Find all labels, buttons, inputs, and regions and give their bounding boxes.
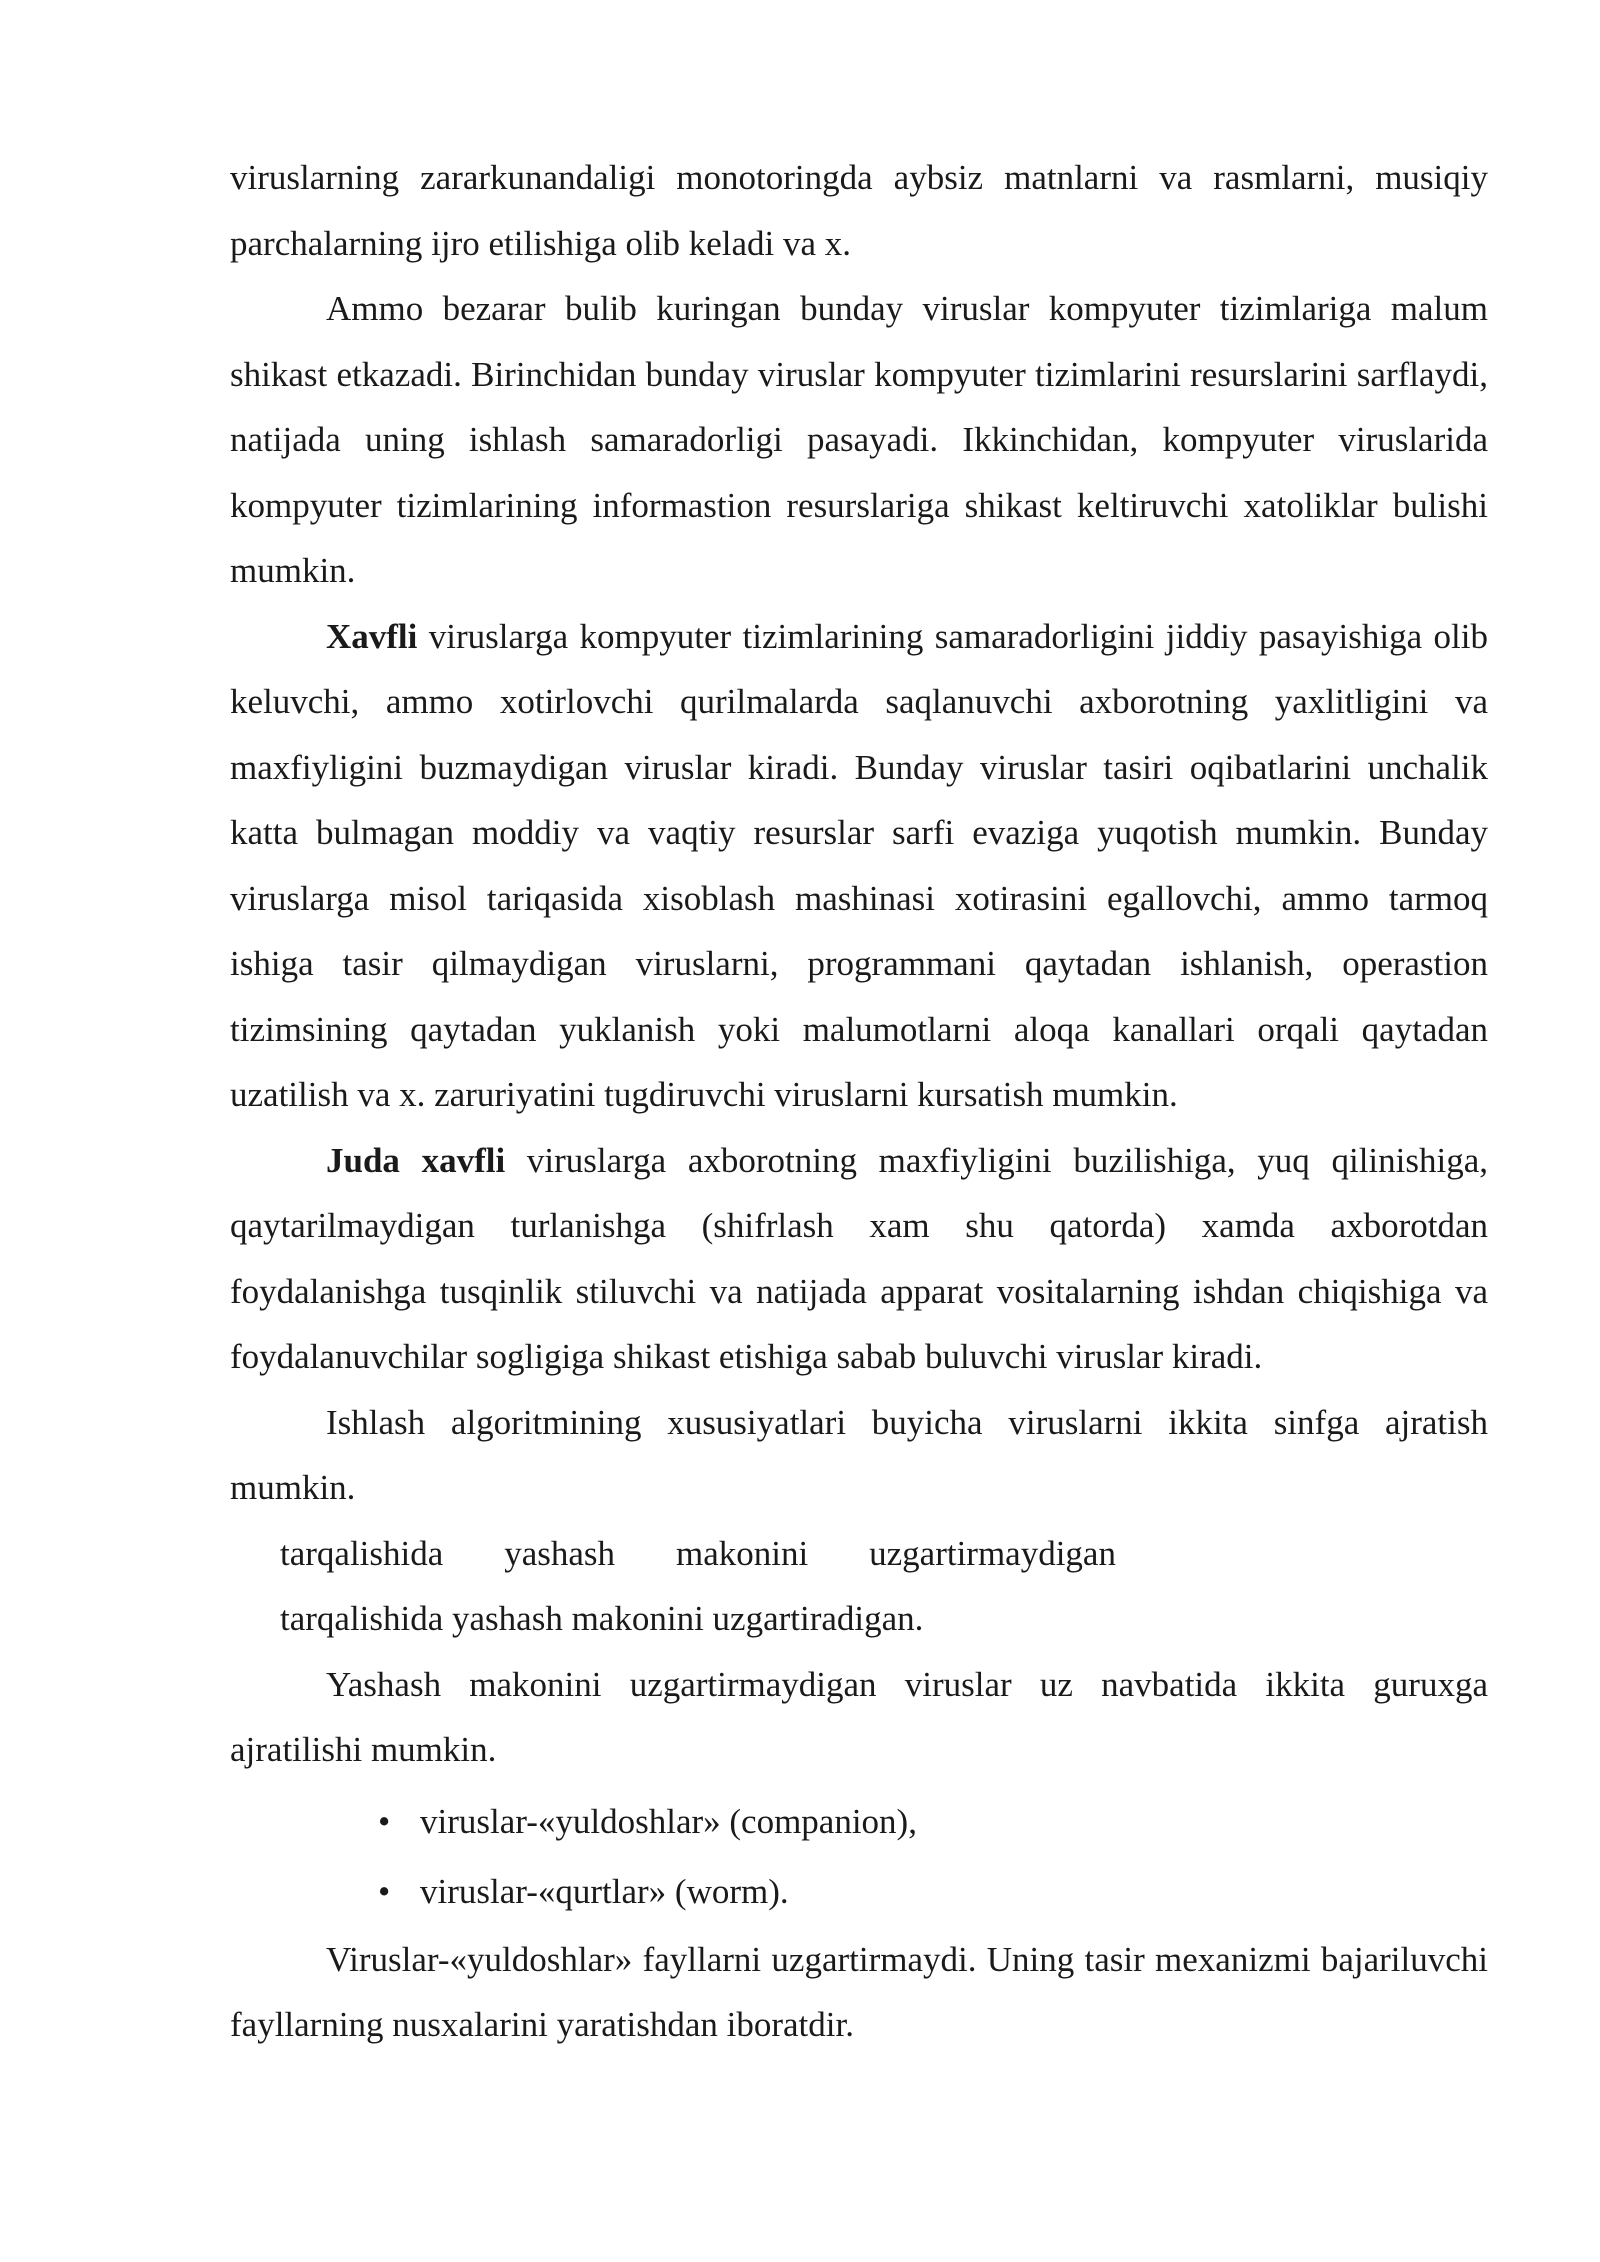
list-item-text: viruslar-«yuldoshlar» (companion), — [420, 1801, 917, 1841]
list-item-text: viruslar-«qurtlar» (worm). — [420, 1871, 789, 1911]
paragraph-companion: Viruslar-«yuldoshlar» fayllarni uzgartirmaydi. Uning tasir mexanizmi bajariluvchi fayllarning nusxalarini yaratishdan iboratdir. — [230, 1939, 1488, 2044]
list-item — [230, 1857, 1488, 1927]
bullet-icon: • — [378, 1871, 391, 1911]
class-line-1-word: tarqalishida — [280, 1533, 444, 1573]
paragraph-harmless-viruses: Ammo bezarar bulib kuringan bunday viruslar kompyuter tizimlariga malum shikast etkazadi. Birinchidan bunday viruslar kompyuter tizimlarini resurslarini sarflaydi, natijada uning ishlash samaradorligi pasayadi. Ikkinchidan, kompyuter viruslarida kompyuter tizimlarining informastion resurslariga shikast keltiruvchi xatoliklar bulishi mumkin. — [230, 289, 1488, 590]
list-item — [230, 1787, 1488, 1857]
document-page — [230, 145, 1488, 2058]
bullet-icon: • — [378, 1801, 391, 1841]
paragraph-dangerous-viruses — [230, 604, 1488, 1128]
paragraph-very-dangerous-text: viruslarga axborotning maxfiyligini buzilishiga, yuq qilinishiga, qaytarilmaydigan turlanishga (shifrlash xam shu qatorda) xamda axborotdan foydalanishga tusqinlik stiluvchi va natijada apparat vositalarning ishdan chiqishiga va foydalanuvchilar sogligiga shikast etishiga sabab buluvchi viruslar kiradi. — [230, 1140, 1488, 1376]
paragraph-classification: Ishlash algoritmining xususiyatlari buyicha viruslarni ikkita sinfga ajratish mumkin. — [230, 1402, 1488, 1507]
paragraph-groups: Yashash makonini uzgartirmaydigan viruslar uz navbatida ikkita guruxga ajratilishi mumkin. — [230, 1664, 1488, 1769]
paragraph-very-dangerous-viruses — [230, 1128, 1488, 1390]
class-line-1-word: makonini — [675, 1533, 809, 1573]
class-line-2: tarqalishida yashash makonini uzgartiradigan. — [280, 1599, 924, 1638]
term-dangerous: Xavfli — [326, 616, 418, 656]
class-line-1-word: yashash — [504, 1533, 616, 1573]
term-very-dangerous: Juda xavfli — [326, 1140, 506, 1180]
class-line-1 — [230, 1521, 1116, 1587]
paragraph-dangerous-text: viruslarga kompyuter tizimlarining samaradorligini jiddiy pasayishiga olib keluvchi, ammo xotirlovchi qurilmalarda saqlanuvchi axborotning yaxlitligini va maxfiyligini buzmaydigan viruslar kiradi. Bunday viruslar tasiri oqibatlarini unchalik katta bulmagan moddiy va vaqtiy resurslar sarfi evaziga yuqotish mumkin. Bunday viruslarga misol tariqasida xisoblash mashinasi xotirasini egallovchi, ammo tarmoq ishiga tasir qilmaydigan viruslarni, programmani qaytadan ishlanish, operastion tizimsining qaytadan yuklanish yoki malumotlarni aloqa kanallari orqali qaytadan uzatilish va x. zaruriyatini tugdiruvchi viruslarni kursatish mumkin. — [230, 616, 1488, 1114]
class-line-1-word: uzgartirmaydigan — [869, 1533, 1116, 1573]
paragraph-continuation: viruslarning zararkunandaligi monotoringda aybsiz matnlarni va rasmlarni, musiqiy parchalarning ijro etilishiga olib keladi va x. — [230, 158, 1488, 263]
bullet-list — [230, 1787, 1488, 1927]
